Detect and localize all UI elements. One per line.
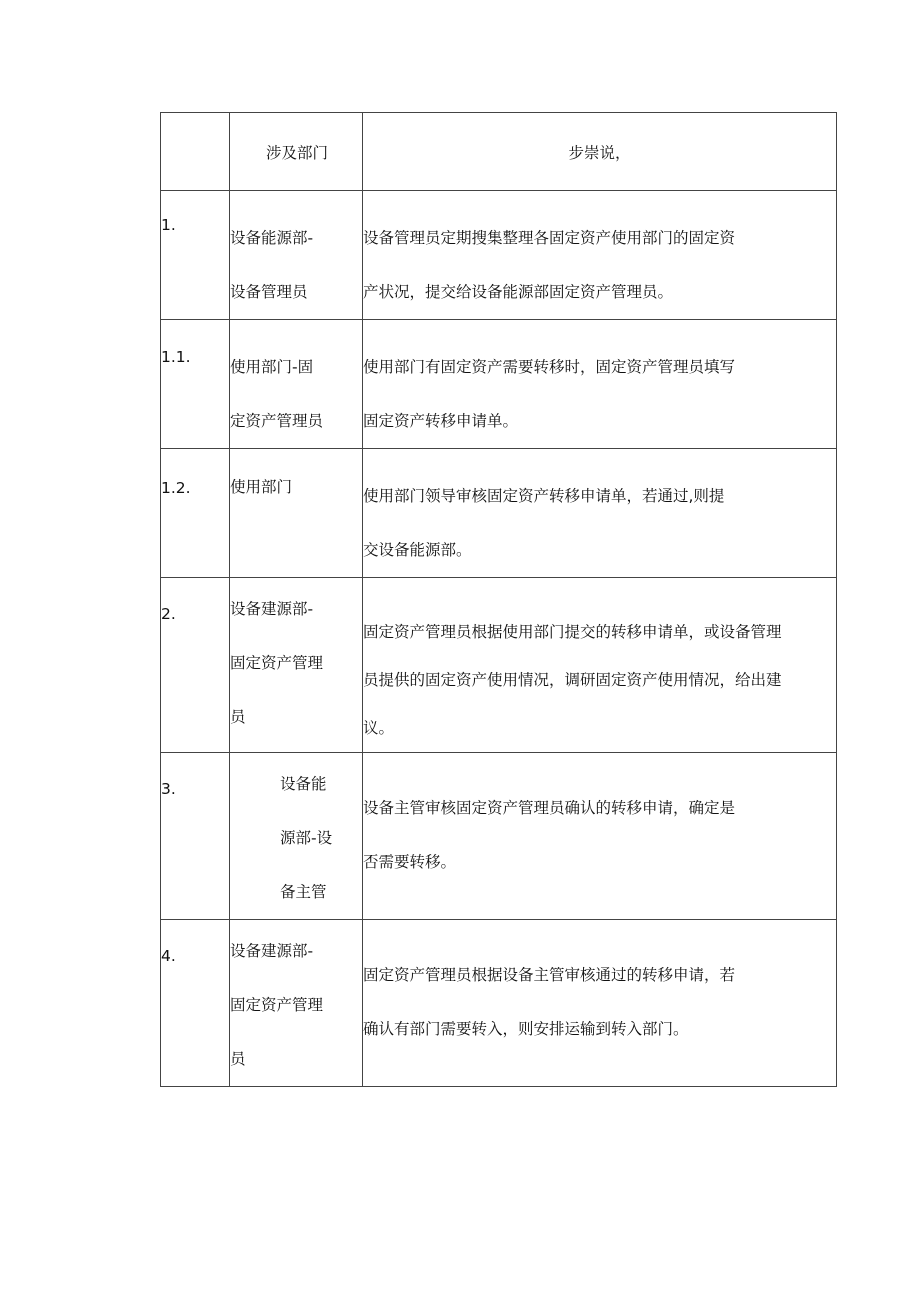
step-line: 使用部门有固定资产需要转移时，固定资产管理员填写 [363, 358, 736, 376]
step-line: 使用部门领导审核固定资产转移申请单，若通过,则提 [363, 487, 725, 505]
step-line: 员提供的固定资产使用情况，调研固定资产使用情况，给出建 [363, 671, 782, 689]
header-dept-cell [230, 113, 363, 191]
step-line: 产状况，提交给设备能源部固定资产管理员。 [363, 283, 674, 301]
dept-line: 使用部门 [230, 478, 293, 496]
row-step [363, 781, 836, 889]
step-line: 交设备能源部。 [363, 541, 472, 559]
table-row [161, 191, 837, 320]
row-num-cell [161, 449, 230, 578]
row-dept [230, 757, 362, 919]
row-step-cell [363, 191, 837, 320]
dept-line: 设备能源部- [230, 229, 314, 247]
step-line: 固定资产管理员根据使用部门提交的转移申请单，或设备管理 [363, 623, 782, 641]
row-number: 1.1. [161, 348, 191, 366]
row-number: 1.2. [161, 479, 191, 497]
dept-line: 源部-设 [280, 829, 333, 847]
step-line: 否需要转移。 [363, 853, 457, 871]
row-step-cell [363, 320, 837, 449]
row-step-cell [363, 920, 837, 1087]
dept-line: 员 [230, 708, 246, 726]
row-step-cell [363, 578, 837, 753]
row-step [363, 211, 836, 319]
dept-line: 备主管 [280, 883, 327, 901]
step-line: 设备主管审核固定资产管理员确认的转移申请，确定是 [363, 799, 736, 817]
table-row [161, 449, 837, 578]
row-dept-cell [230, 920, 363, 1087]
step-line: 确认有部门需要转入，则安排运输到转入部门。 [363, 1020, 689, 1038]
step-line: 议。 [363, 719, 395, 737]
dept-line: 使用部门-固 [230, 358, 314, 376]
row-dept [230, 924, 362, 1086]
row-num-cell [161, 191, 230, 320]
row-num-cell [161, 920, 230, 1087]
row-number: 4. [161, 947, 176, 965]
table-row [161, 920, 837, 1087]
row-dept-cell [230, 753, 363, 920]
dept-line: 员 [230, 1050, 246, 1068]
row-step [363, 469, 836, 577]
dept-line: 固定资产管理 [230, 996, 324, 1014]
step-line: 设备管理员定期搜集整理各固定资产使用部门的固定资 [363, 229, 736, 247]
dept-line: 定资产管理员 [230, 412, 324, 430]
step-line: 固定资产转移申请单。 [363, 412, 519, 430]
table-row [161, 320, 837, 449]
dept-line: 设备建源部- [230, 942, 314, 960]
process-table [160, 112, 837, 1087]
header-step-label: 步崇说， [568, 143, 631, 162]
table-row [161, 753, 837, 920]
row-dept-cell [230, 191, 363, 320]
row-dept-cell [230, 449, 363, 578]
row-dept [230, 340, 362, 448]
row-dept [230, 582, 362, 744]
dept-line: 设备能 [280, 775, 327, 793]
row-step [363, 608, 836, 752]
row-step-cell [363, 449, 837, 578]
row-number: 3. [161, 780, 176, 798]
header-step-cell [363, 113, 837, 191]
row-dept [230, 476, 362, 498]
header-dept-label: 涉及部门 [265, 143, 328, 162]
row-dept [230, 211, 362, 319]
row-number: 1. [161, 216, 176, 234]
dept-line: 设备建源部- [230, 600, 314, 618]
row-num-cell [161, 753, 230, 920]
header-num-cell [161, 113, 230, 191]
table-row [161, 578, 837, 753]
table-header-row [161, 113, 837, 191]
row-step-cell [363, 753, 837, 920]
row-step [363, 948, 836, 1056]
step-line: 固定资产管理员根据设备主管审核通过的转移申请，若 [363, 966, 736, 984]
dept-line: 固定资产管理 [230, 654, 324, 672]
row-num-cell [161, 578, 230, 753]
row-dept-cell [230, 320, 363, 449]
dept-line: 设备管理员 [230, 283, 308, 301]
row-num-cell [161, 320, 230, 449]
row-step [363, 340, 836, 448]
row-dept-cell [230, 578, 363, 753]
row-number: 2. [161, 605, 176, 623]
